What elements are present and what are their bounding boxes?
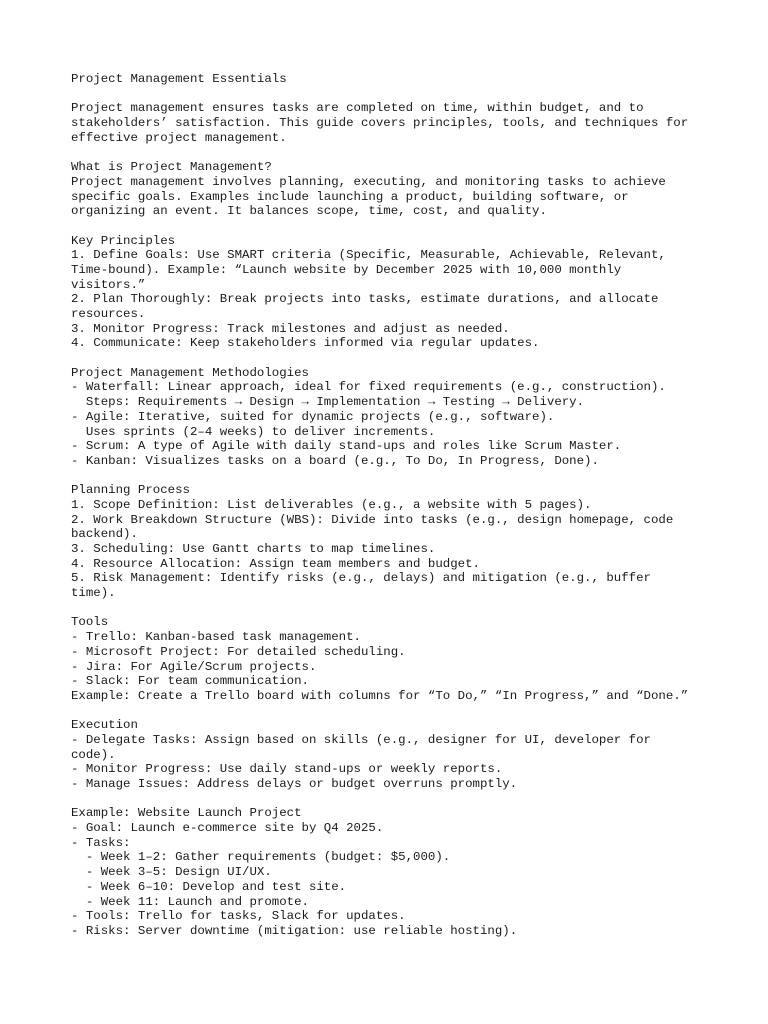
text-line: 1. Define Goals: Use SMART criteria (Specific, Measurable, Achievable, Relevant,	[71, 248, 666, 263]
text-line: - Waterfall: Linear approach, ideal for fixed requirements (e.g., construction).	[71, 380, 666, 395]
text-line: 1. Scope Definition: List deliverables (e.g., a website with 5 pages).	[71, 497, 592, 512]
text-line: Example: Create a Trello board with columns for “To Do,” “In Progress,” and “Done.”	[71, 688, 689, 703]
text-line: 3. Monitor Progress: Track milestones and adjust as needed.	[71, 321, 510, 336]
blank-line	[71, 145, 761, 160]
text-line: - Delegate Tasks: Assign based on skills (e.g., designer for UI, developer for	[71, 732, 651, 747]
text-line: - Kanban: Visualizes tasks on a board (e.g., To Do, In Progress, Done).	[71, 453, 599, 468]
text-line: Project management involves planning, executing, and monitoring tasks to achieve	[71, 174, 666, 189]
blank-line	[71, 469, 761, 484]
text-line: - Tasks:	[71, 835, 131, 850]
text-line: - Week 3–5: Design UI/UX.	[71, 865, 272, 880]
text-line: - Tools: Trello for tasks, Slack for updates.	[71, 909, 406, 924]
text-line: specific goals. Examples include launching a product, building software, or	[71, 189, 629, 204]
blank-line	[71, 601, 761, 616]
text-line: 2. Work Breakdown Structure (WBS): Divide into tasks (e.g., design homepage, code	[71, 512, 674, 527]
text-line: Steps: Requirements → Design → Implementation → Testing → Delivery.	[71, 395, 585, 410]
text-line: 2. Plan Thoroughly: Break projects into tasks, estimate durations, and allocate	[71, 292, 659, 307]
text-line: Execution	[71, 718, 138, 733]
text-line: Project Management Methodologies	[71, 365, 309, 380]
text-line: code).	[71, 747, 116, 762]
text-line: Time-bound). Example: “Launch website by December 2025 with 10,000 monthly	[71, 262, 622, 277]
text-line: organizing an event. It balances scope, time, cost, and quality.	[71, 204, 547, 219]
text-line: effective project management.	[71, 130, 287, 145]
text-line: 4. Communicate: Keep stakeholders informed via regular updates.	[71, 336, 540, 351]
text-line: Uses sprints (2–4 weeks) to deliver increments.	[71, 424, 436, 439]
text-line: - Jira: For Agile/Scrum projects.	[71, 659, 317, 674]
text-line: visitors.”	[71, 277, 146, 292]
text-line: - Agile: Iterative, suited for dynamic projects (e.g., software).	[71, 409, 555, 424]
blank-line	[71, 351, 761, 366]
text-line: - Week 11: Launch and promote.	[71, 894, 309, 909]
text-line: What is Project Management?	[71, 160, 272, 175]
text-line: stakeholders’ satisfaction. This guide covers principles, tools, and techniques for	[71, 116, 689, 131]
text-line: backend).	[71, 527, 138, 542]
text-line: 5. Risk Management: Identify risks (e.g., delays) and mitigation (e.g., buffer	[71, 571, 651, 586]
text-line: resources.	[71, 307, 146, 321]
text-line: Planning Process	[71, 483, 190, 498]
text-line: time).	[71, 586, 116, 601]
text-line: - Trello: Kanban-based task management.	[71, 630, 361, 645]
blank-line	[71, 704, 761, 719]
text-line: - Microsoft Project: For detailed scheduling.	[71, 644, 406, 659]
text-line: - Week 1–2: Gather requirements (budget: $5,000).	[71, 850, 451, 865]
text-line: 3. Scheduling: Use Gantt charts to map timelines.	[71, 542, 436, 556]
text-line: Project management ensures tasks are completed on time, within budget, and to	[71, 101, 644, 116]
text-line: - Scrum: A type of Agile with daily stand-ups and roles like Scrum Master.	[71, 439, 622, 454]
text-line: 4. Resource Allocation: Assign team members and budget.	[71, 556, 480, 571]
text-line: Example: Website Launch Project	[71, 806, 302, 821]
document-body	[71, 72, 761, 939]
text-line: - Goal: Launch e-commerce site by Q4 2025.	[71, 821, 384, 836]
text-line: - Monitor Progress: Use daily stand-ups or weekly reports.	[71, 762, 503, 777]
text-line: Tools	[71, 615, 109, 630]
text-line: Key Principles	[71, 233, 176, 248]
text-line: - Week 6–10: Develop and test site.	[71, 879, 347, 894]
blank-line	[71, 792, 761, 807]
text-line: - Manage Issues: Address delays or budget overruns promptly.	[71, 777, 518, 791]
text-line: - Risks: Server downtime (mitigation: use reliable hosting).	[71, 923, 518, 938]
blank-line	[71, 87, 761, 102]
text-line: - Slack: For team communication.	[71, 674, 309, 689]
text-line: Project Management Essentials	[71, 72, 287, 86]
blank-line	[71, 219, 761, 234]
